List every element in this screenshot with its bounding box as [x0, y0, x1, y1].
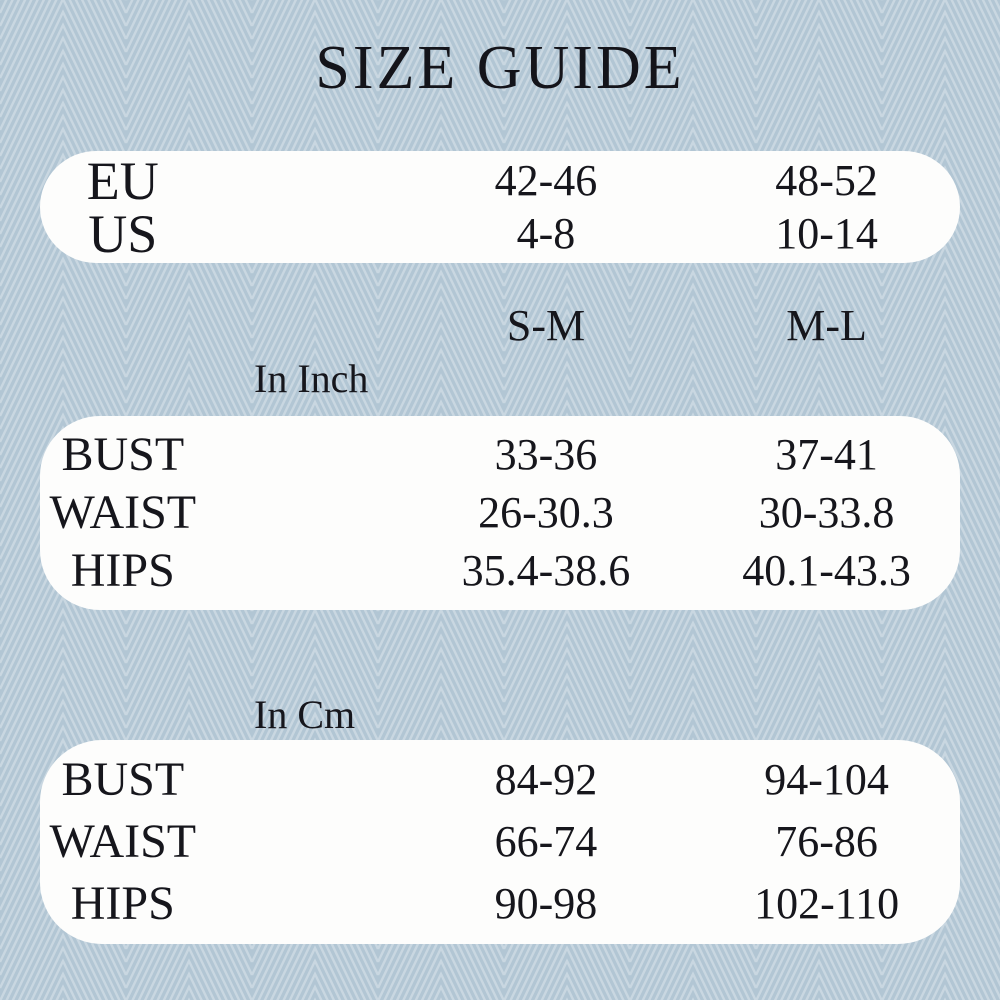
table-row-waist-cm — [40, 811, 960, 873]
value-hips-cm-ml: 102-110 — [754, 879, 900, 929]
inch-measurements-card — [40, 416, 960, 610]
row-label-hips: HIPS — [70, 877, 175, 931]
value-hips-inch-ml: 40.1-43.3 — [742, 546, 911, 596]
column-header-ml: M-L — [786, 301, 867, 351]
column-header-sm: S-M — [506, 301, 586, 351]
row-label-waist: WAIST — [49, 486, 197, 540]
value-waist-cm-sm: 66-74 — [494, 817, 598, 867]
table-row-eu — [40, 151, 960, 212]
row-label-waist: WAIST — [49, 815, 197, 869]
value-eu-sm: 42-46 — [494, 156, 598, 206]
row-label-bust: BUST — [61, 428, 185, 482]
table-row-us — [40, 204, 960, 265]
inch-section-heading: In Inch — [254, 356, 369, 402]
region-size-conversion-card — [40, 151, 960, 263]
value-hips-cm-sm: 90-98 — [494, 879, 598, 929]
size-column-headers — [40, 301, 960, 351]
value-eu-ml: 48-52 — [775, 156, 878, 206]
row-label-bust: BUST — [61, 753, 185, 807]
cm-section-heading: In Cm — [254, 692, 356, 738]
table-row-bust-cm — [40, 749, 960, 811]
value-us-sm: 4-8 — [516, 209, 576, 259]
row-label-us: US — [88, 204, 158, 265]
value-bust-cm-ml: 94-104 — [764, 755, 889, 805]
table-row-hips-cm — [40, 873, 960, 935]
value-waist-inch-ml: 30-33.8 — [758, 488, 895, 538]
value-waist-inch-sm: 26-30.3 — [478, 488, 614, 538]
page-title: SIZE GUIDE — [315, 34, 685, 102]
value-bust-cm-sm: 84-92 — [494, 755, 598, 805]
value-bust-inch-ml: 37-41 — [775, 430, 878, 480]
value-hips-inch-sm: 35.4-38.6 — [461, 546, 631, 596]
cm-measurements-card — [40, 740, 960, 944]
row-label-eu: EU — [86, 151, 159, 212]
value-bust-inch-sm: 33-36 — [494, 430, 598, 480]
table-row-bust-inch — [40, 426, 960, 484]
value-waist-cm-ml: 76-86 — [775, 817, 878, 867]
table-row-hips-inch — [40, 542, 960, 600]
table-row-waist-inch — [40, 484, 960, 542]
row-label-hips: HIPS — [70, 544, 175, 598]
value-us-ml: 10-14 — [775, 209, 878, 259]
